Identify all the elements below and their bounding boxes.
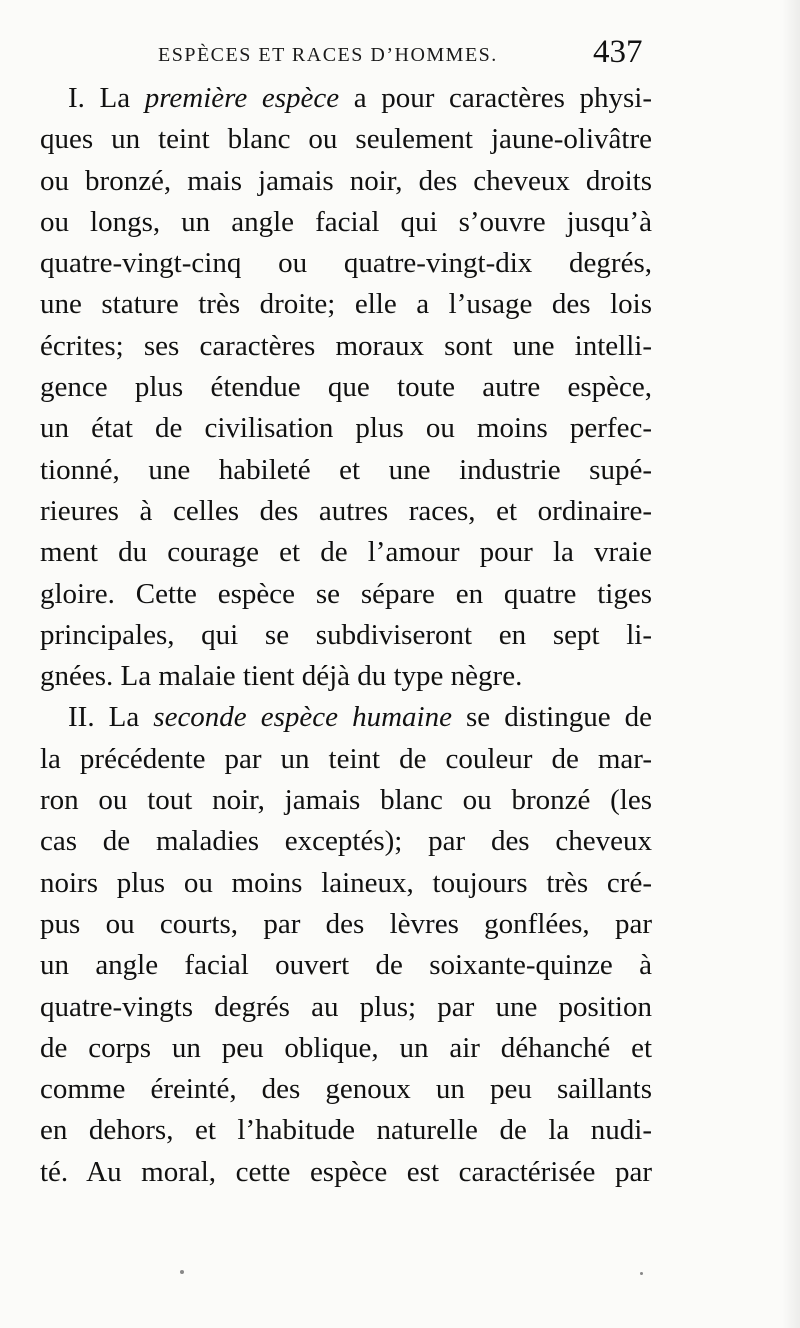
paragraph-1-emphasis: première espèce <box>144 82 340 114</box>
text-line: noirs plus ou moins laineux, toujours très cré- <box>40 866 652 899</box>
text-line: un état de civilisation plus ou moins perfec- <box>40 412 652 445</box>
text-line: rieures à celles des autres races, et ordinaire- <box>40 494 652 527</box>
text-line: quatre-vingt-cinq ou quatre-vingt-dix degrés, <box>40 247 652 280</box>
text-line: quatre-vingts degrés au plus; par une position <box>40 990 652 1023</box>
text-line: pus ou courts, par des lèvres gonflées, par <box>40 907 652 940</box>
text-line: té. Au moral, cette espèce est caractérisée par <box>40 1155 652 1188</box>
paragraph-1-first-line <box>40 78 652 119</box>
paragraph-2-first-line <box>40 697 652 738</box>
text-line: gence plus étendue que toute autre espèce, <box>40 371 652 404</box>
page-header <box>0 30 800 80</box>
body-text <box>40 78 652 1193</box>
paragraph-2-tail: se distingue de <box>451 701 652 734</box>
text-line: principales, qui se subdiviseront en sept li- <box>40 618 652 651</box>
text-line: ou longs, un angle facial qui s’ouvre jusqu’à <box>40 205 652 238</box>
text-line: en dehors, et l’habitude naturelle de la nudi- <box>40 1114 652 1147</box>
running-head: ESPÈCES ET RACES D’HOMMES. <box>158 44 498 66</box>
text-line: ques un teint blanc ou seulement jaune-olivâtre <box>40 123 652 156</box>
text-line: gloire. Cette espèce se sépare en quatre tiges <box>40 577 652 610</box>
text-line: un angle facial ouvert de soixante-quinze à <box>40 949 652 982</box>
text-line: écrites; ses caractères moraux sont une intelli- <box>40 329 652 362</box>
page-number: 437 <box>593 34 643 70</box>
paragraph-2-lead: II. La <box>68 701 154 734</box>
paper-speck <box>180 1270 184 1274</box>
text-line: ment du courage et de l’amour pour la vraie <box>40 536 652 569</box>
text-line: de corps un peu oblique, un air déhanché et <box>40 1031 652 1064</box>
paragraph-1-lead: I. La <box>68 82 145 114</box>
text-line: cas de maladies exceptés); par des cheveux <box>40 825 652 858</box>
text-line: gnées. La malaie tient déjà du type nègre. <box>40 660 523 693</box>
text-line: la précédente par un teint de couleur de mar- <box>40 742 652 775</box>
text-line: comme éreinté, des genoux un peu saillants <box>40 1073 652 1106</box>
page-edge-shadow <box>782 0 800 1328</box>
text-line: ou bronzé, mais jamais noir, des cheveux droits <box>40 164 652 197</box>
text-line: tionné, une habileté et une industrie supé- <box>40 453 652 486</box>
paper-speck <box>640 1272 643 1275</box>
text-line: ron ou tout noir, jamais blanc ou bronzé (les <box>40 784 652 817</box>
text-line: une stature très droite; elle a l’usage des lois <box>40 288 652 321</box>
paragraph-2-emphasis: seconde espèce humaine <box>153 701 452 734</box>
paragraph-1-tail: a pour caractères physi- <box>339 82 652 114</box>
